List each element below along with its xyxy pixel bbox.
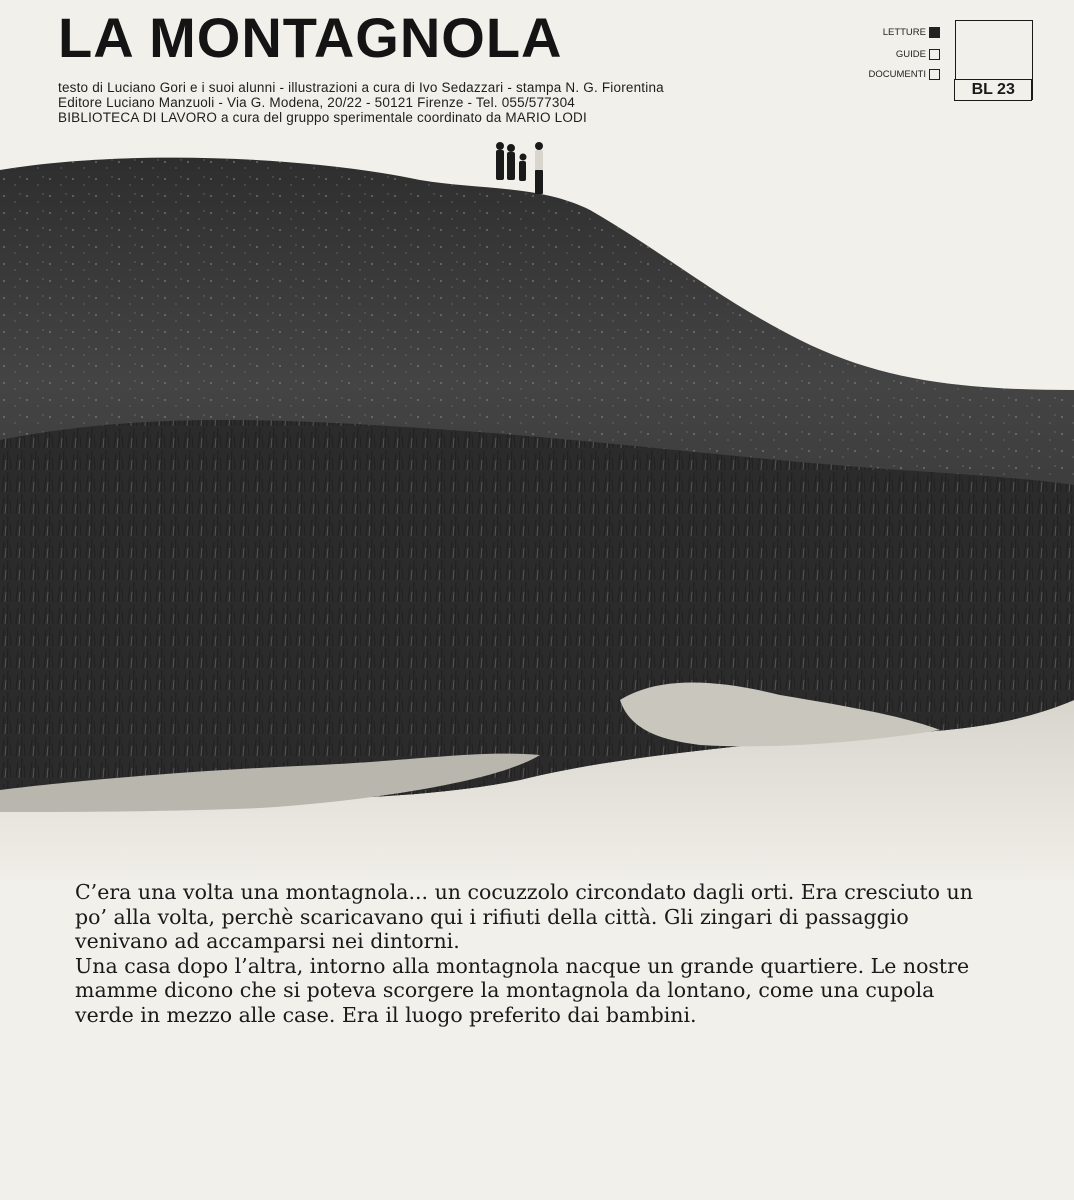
children-silhouettes <box>496 142 543 194</box>
book-title: LA MONTAGNOLA <box>58 6 563 69</box>
cover-photo-hill <box>0 140 1074 880</box>
series-classification <box>860 18 1060 108</box>
category-documenti <box>868 67 940 81</box>
checkbox-letture <box>929 27 940 38</box>
credits-line-authors: testo di Luciano Gori e i suoi alunni - illustrazioni a cura di Ivo Sedazzari - stampa N. G. Fiorentina <box>58 80 664 95</box>
series-code: BL 23 <box>954 79 1032 101</box>
category-label: LETTURE <box>882 26 926 38</box>
category-guide <box>896 47 940 61</box>
credits-line-series: BIBLIOTECA DI LAVORO a cura del gruppo sperimentale coordinato da MARIO LODI <box>58 110 587 125</box>
story-paragraph: C’era una volta una montagnola... un cocuzzolo circondato dagli orti. Era cresciuto un po’ alla volta, perchè scaricavano qui i rifiuti della città. Gli zingari di passaggio venivano ad accamparsi nei dintorni. <box>75 880 973 953</box>
checkbox-documenti <box>929 69 940 80</box>
story-paragraph: Una casa dopo l’altra, intorno alla montagnola nacque un grande quartiere. Le nostre mamme dicono che si poteva scorgere la montagnola da lontano, come una cupola verde in mezzo alle case. Era il luogo preferito dai bambini. <box>75 953 970 1027</box>
credits-line-publisher: Editore Luciano Manzuoli - Via G. Modena, 20/22 - 50121 Firenze - Tel. 055/577304 <box>58 95 576 110</box>
category-label: GUIDE <box>895 48 926 60</box>
story-text <box>75 880 975 1027</box>
credits-block <box>58 80 858 125</box>
category-letture <box>883 25 940 39</box>
series-code-box <box>955 20 1033 100</box>
category-label: DOCUMENTI <box>868 68 926 80</box>
checkbox-guide <box>929 49 940 60</box>
